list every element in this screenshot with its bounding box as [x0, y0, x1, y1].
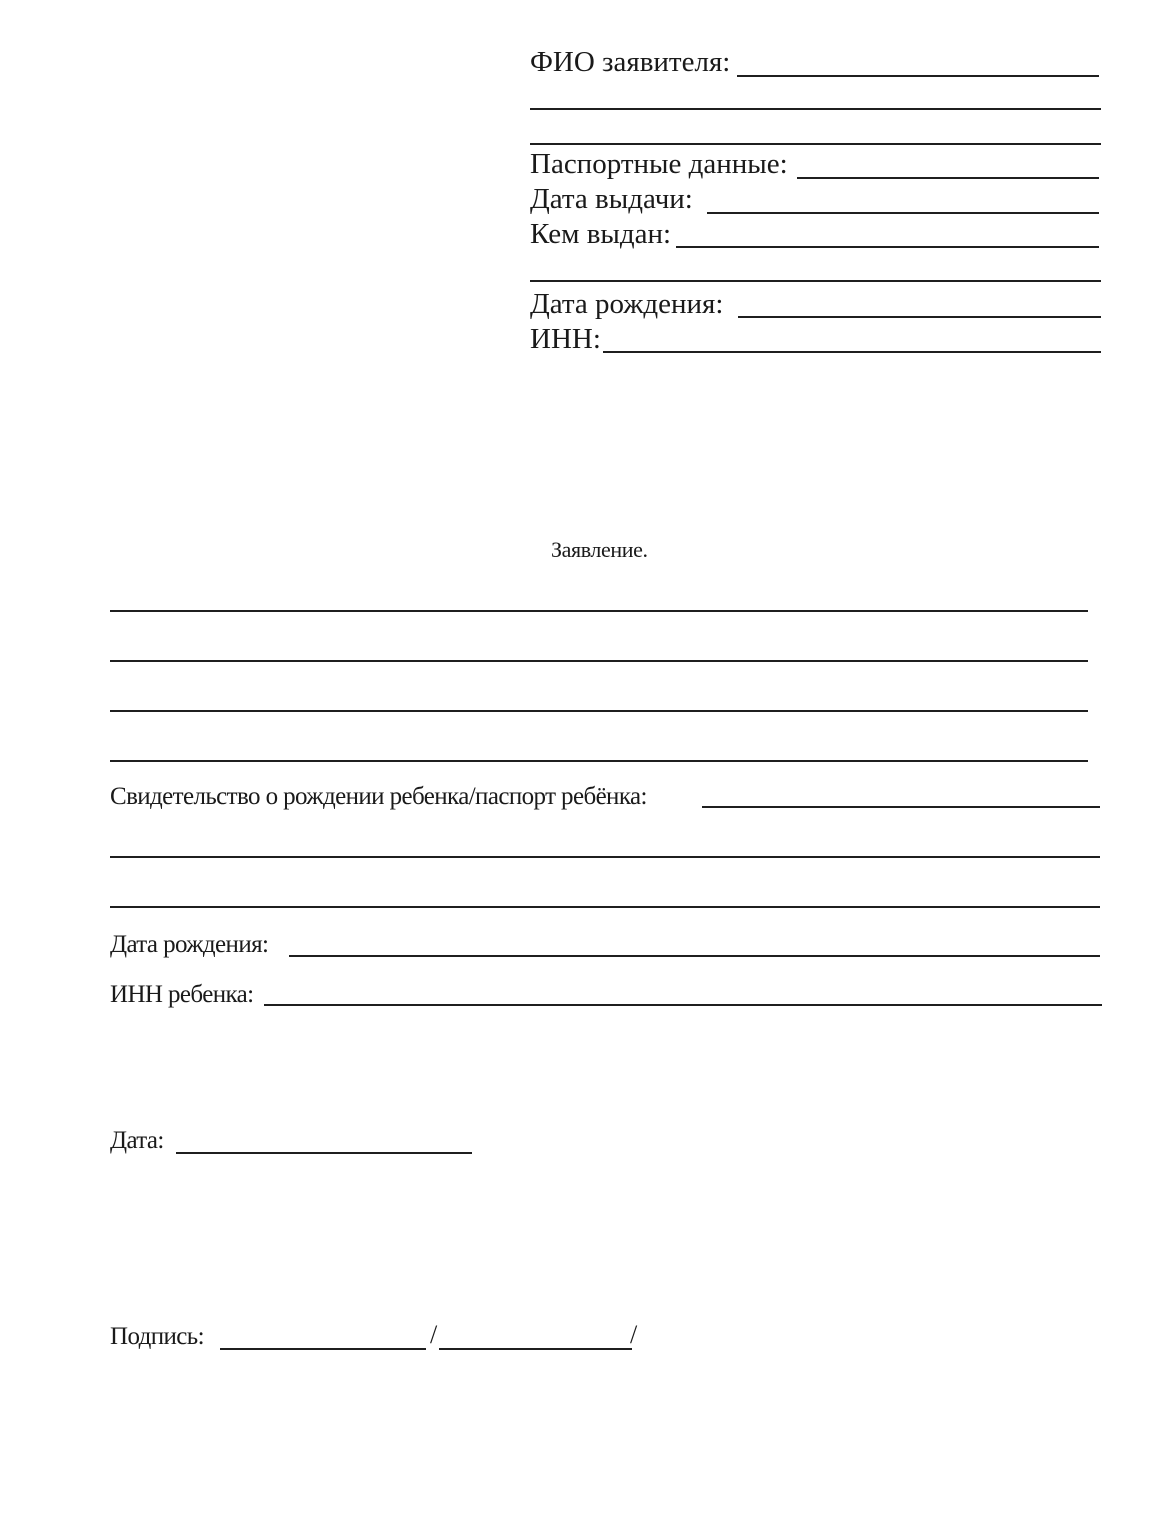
issue-date-label: Дата выдачи:: [530, 183, 693, 215]
signature-field[interactable]: [220, 1348, 426, 1350]
child-inn-label: ИНН ребенка:: [110, 981, 254, 1008]
birth-date-label: Дата рождения:: [530, 288, 724, 320]
child-certificate-field[interactable]: [702, 806, 1100, 808]
issued-by-field[interactable]: [676, 246, 1099, 248]
child-birth-date-label: Дата рождения:: [110, 931, 269, 958]
inn-field[interactable]: [603, 351, 1101, 353]
date-field[interactable]: [176, 1152, 472, 1154]
issued-by-label: Кем выдан:: [530, 218, 672, 250]
statement-line-1[interactable]: [110, 610, 1088, 612]
child-certificate-field-line-2[interactable]: [110, 856, 1100, 858]
statement-line-3[interactable]: [110, 710, 1088, 712]
child-certificate-label: Свидетельство о рождении ребенка/паспорт ребёнка:: [110, 783, 647, 810]
passport-label: Паспортные данные:: [530, 148, 788, 180]
date-label: Дата:: [110, 1127, 164, 1154]
document-title: Заявление.: [551, 537, 648, 562]
fio-label: ФИО заявителя:: [530, 46, 731, 78]
statement-line-4[interactable]: [110, 760, 1088, 762]
inn-label: ИНН:: [530, 323, 601, 355]
signature-name-field[interactable]: [439, 1348, 632, 1350]
child-certificate-field-line-3[interactable]: [110, 906, 1100, 908]
passport-field[interactable]: [797, 177, 1099, 179]
fio-field[interactable]: [737, 75, 1099, 77]
fio-field-line-3[interactable]: [530, 143, 1101, 145]
issue-date-field[interactable]: [707, 212, 1099, 214]
slash-separator: /: [430, 1320, 438, 1349]
signature-label: Подпись:: [110, 1323, 204, 1350]
child-inn-field[interactable]: [264, 1004, 1102, 1006]
issued-by-field-line-2[interactable]: [530, 280, 1101, 282]
slash-separator-end: /: [630, 1320, 638, 1349]
birth-date-field[interactable]: [738, 316, 1101, 318]
child-birth-date-field[interactable]: [289, 955, 1100, 957]
fio-field-line-2[interactable]: [530, 108, 1101, 110]
statement-line-2[interactable]: [110, 660, 1088, 662]
